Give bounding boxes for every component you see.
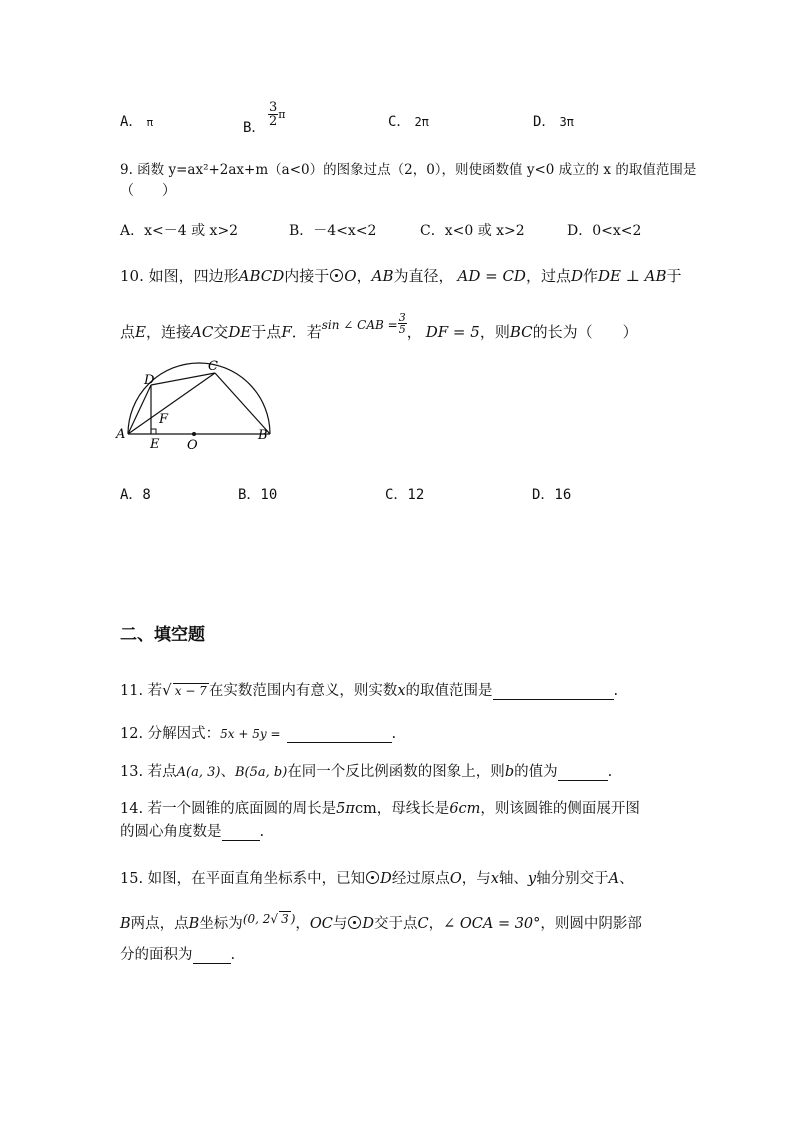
q11-answer-blank[interactable] [493, 683, 614, 700]
q8-option-a[interactable]: A． π [120, 114, 154, 130]
q15-line3: 分的面积为 . [120, 947, 236, 963]
label-o: O [187, 438, 198, 453]
q15-answer-blank[interactable] [193, 947, 231, 964]
label-d: D [144, 373, 155, 388]
q10-option-b[interactable]: B．10 [238, 487, 278, 503]
center-point-o [192, 432, 196, 436]
q10-option-c[interactable]: C．12 [385, 487, 425, 503]
q14-answer-blank[interactable] [222, 824, 260, 841]
q13-answer-blank[interactable] [558, 764, 608, 781]
label-a: A [116, 427, 126, 442]
q15-line1: 15. 如图，在平面直角坐标系中，已知 D经过原点O，与x轴、y轴分别交于A、 [120, 871, 634, 887]
q8-option-c[interactable]: C． 2π [388, 114, 429, 130]
q14-line1: 14. 若一个圆锥的底面圆的周长是5πcm，母线长是6cm，则该圆锥的侧面展开图 [120, 801, 640, 817]
q9-option-a[interactable]: A．x<－4 或 x>2 [120, 223, 239, 239]
label-c: C [208, 359, 218, 374]
segment-cb [215, 373, 270, 434]
q14-line2: 的圆心角度数是 . [120, 824, 265, 840]
circle-dot-symbol [348, 916, 361, 929]
q9-paren: （ ） [120, 183, 176, 199]
q9-option-c[interactable]: C．x<0 或 x>2 [420, 223, 525, 239]
label-b: B [258, 428, 268, 443]
q8-option-b-fraction: $\frac{3}{2}$ π [269, 100, 286, 129]
q10-line2: 点E，连接AC交DE于点F．若$^{sin \angle CAB =}$ $\frac{3}{5}$ ， DF = 5，则BC的长为（ ） [120, 311, 638, 341]
q8-option-b-label[interactable]: B． [243, 120, 266, 136]
section-heading-fill-in: 二、填空题 [120, 625, 205, 645]
q13-line: 13. 若点A(a, 3)、B(5a, b)在同一个反比例函数的图象上，则b的值为 . [120, 764, 613, 780]
q10-figure-semicircle [112, 355, 282, 455]
q12-line: 12. 分解因式：5x + 5y = . [120, 726, 397, 742]
q12-answer-blank[interactable] [287, 726, 392, 743]
q11-line: 11. 若√ x − 7 在实数范围内有意义，则实数x的取值范围是 . [120, 681, 619, 699]
q15-line2: B两点，点B坐标为$^{(0, 2√}$ 3 )，OC与 D交于点C，∠ OCA = 30°，则圆中阴影部 [120, 912, 642, 932]
q10-line1: 10. 如图，四边形ABCD内接于 O，AB为直径， AD = CD，过点D作DE ⊥ AB于 [120, 267, 682, 285]
label-e: E [150, 437, 160, 452]
circle-dot-symbol [366, 871, 379, 884]
q9-stem: 9. 函数 y=ax²+2ax+m（a<0）的图象过点（2，0），则使函数值 y<0 成立的 x 的取值范围是 [120, 162, 697, 178]
q9-option-d[interactable]: D．0<x<2 [567, 223, 642, 239]
q10-option-d[interactable]: D．16 [532, 487, 572, 503]
q10-option-a[interactable]: A．8 [120, 487, 151, 503]
q9-option-b[interactable]: B．－4<x<2 [289, 223, 377, 239]
segment-ac [128, 373, 215, 434]
label-f: F [159, 412, 169, 427]
circle-dot-symbol [330, 269, 343, 282]
right-angle-mark [151, 429, 156, 434]
q8-option-d[interactable]: D． 3π [533, 114, 574, 130]
